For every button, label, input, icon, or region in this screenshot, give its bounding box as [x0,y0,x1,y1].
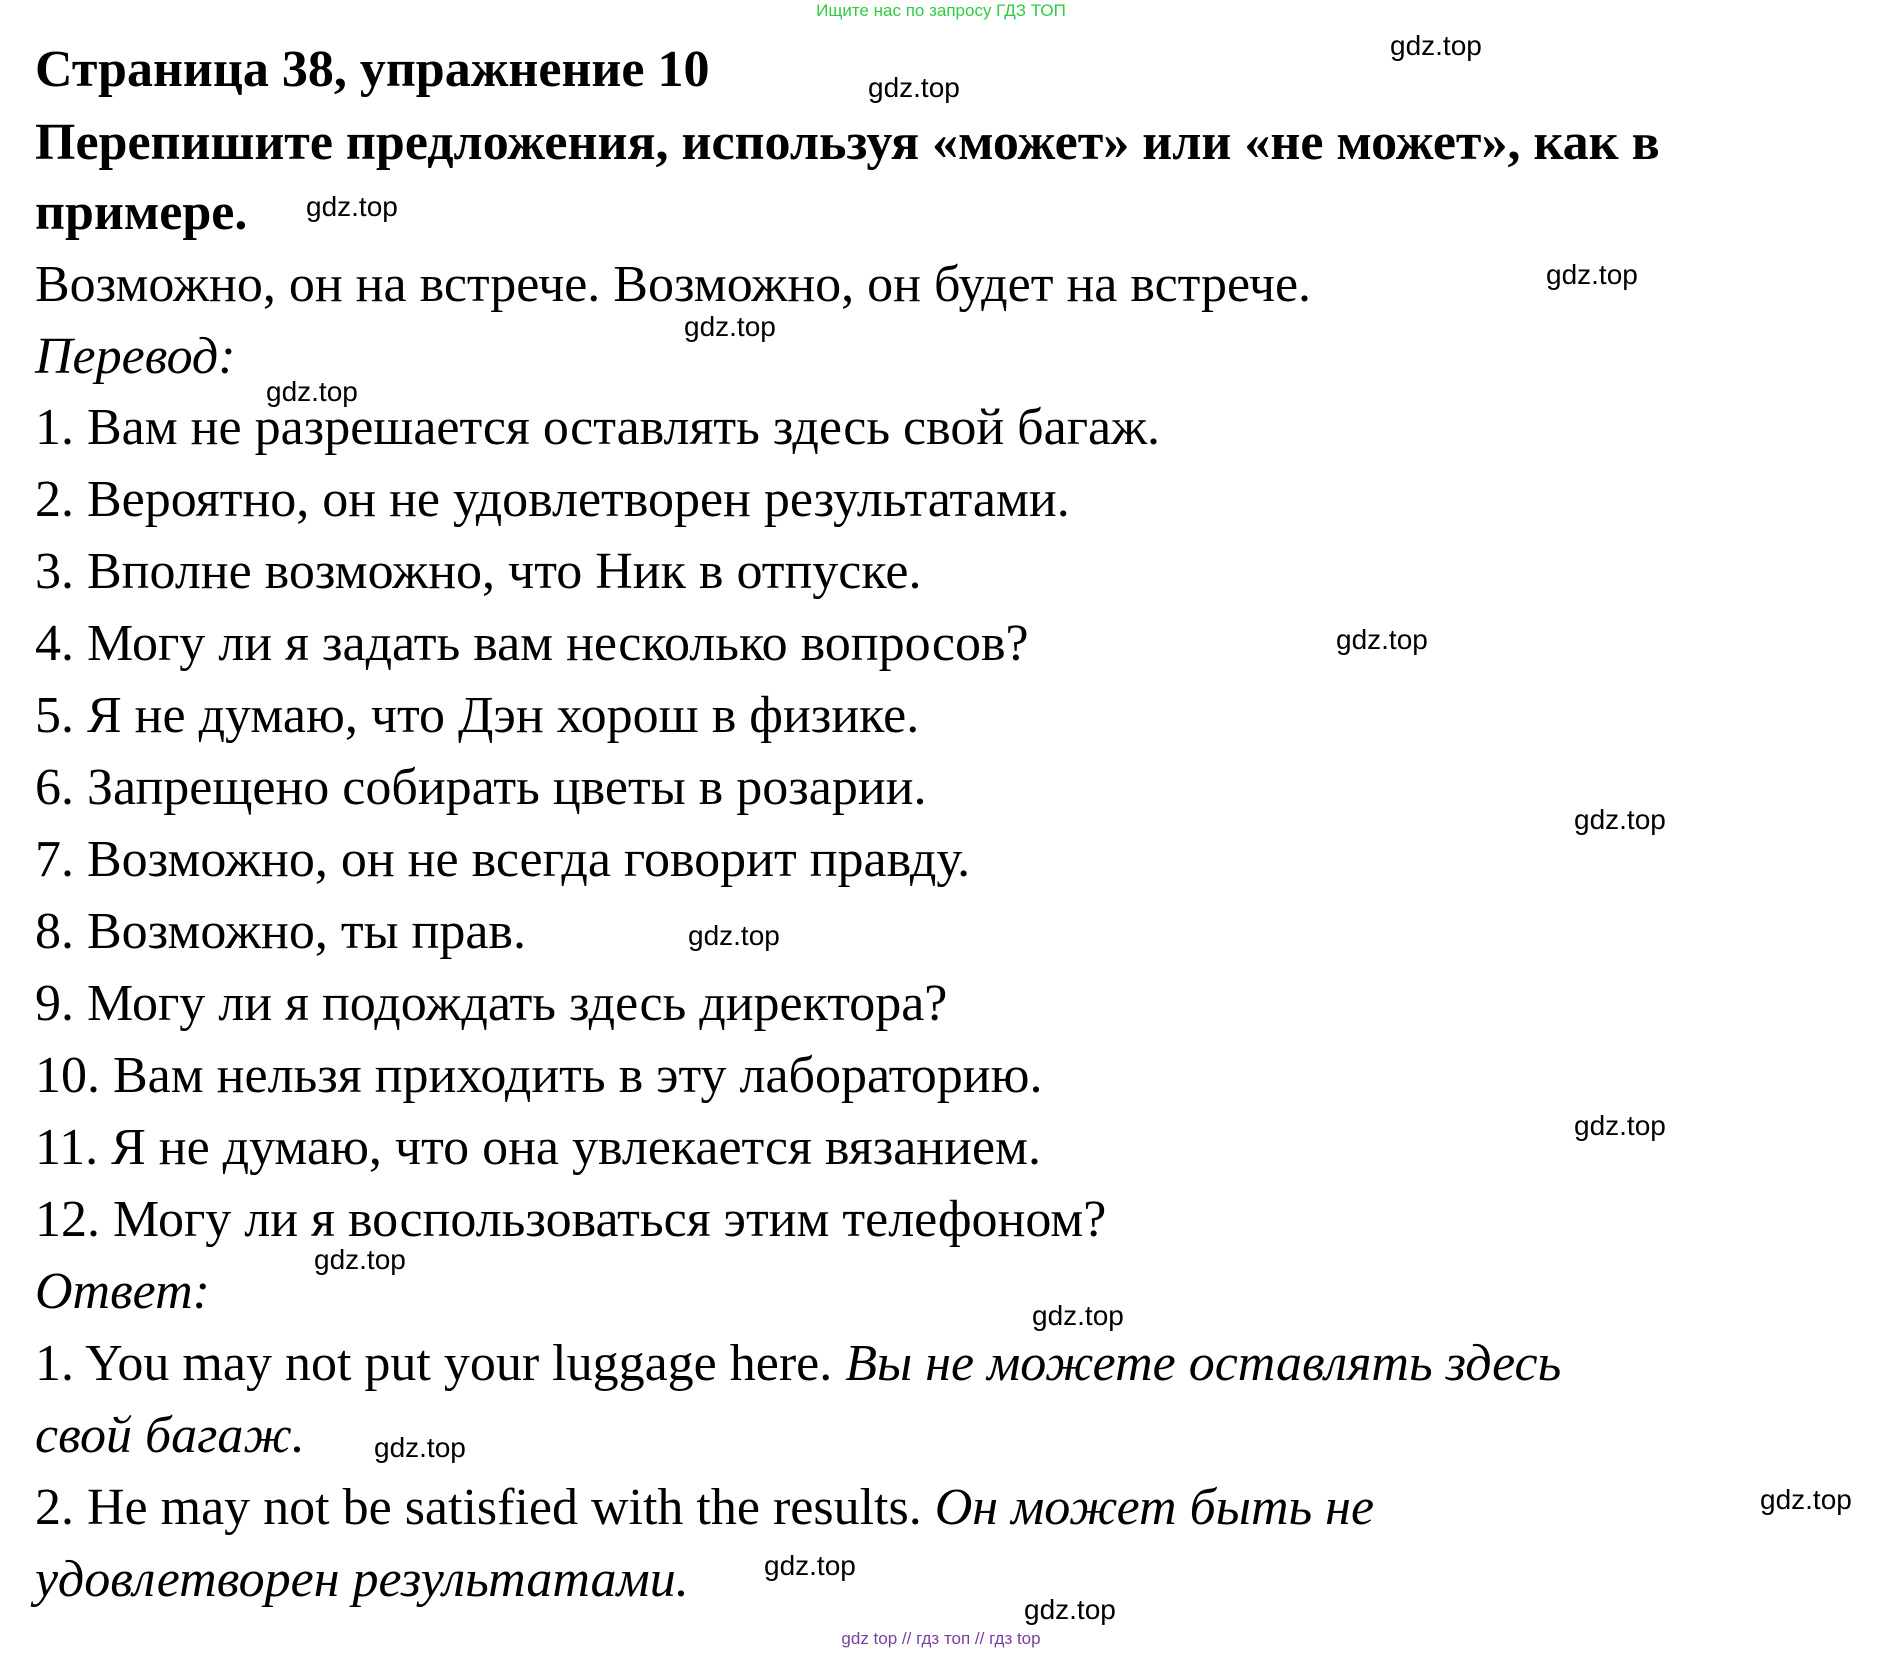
translation-item-9: 9. Могу ли я подождать здесь директора? [35,975,948,1032]
translation-item-2: 2. Вероятно, он не удовлетворен результатами. [35,471,1070,528]
translation-item-12: 12. Могу ли я воспользоваться этим телефоном? [35,1191,1107,1248]
bottom-banner-text: gdz top // гдз топ // гдз top [841,1629,1041,1648]
watermark: gdz.top [1760,1484,1852,1515]
answer-1-english: 1. You may not put your luggage here. [35,1335,846,1392]
answer-2-russian-part2: удовлетворен результатами. [35,1551,689,1608]
answer-2-russian-part1: Он может быть не [934,1479,1375,1536]
answer-heading: Ответ: [35,1263,210,1320]
translation-item-3: 3. Вполне возможно, что Ник в отпуске. [35,543,922,600]
answer-2-english: 2. He may not be satisfied with the results. [35,1479,935,1536]
answer-2-line-1 [35,1478,1374,1538]
translation-item-8: 8. Возможно, ты прав. [35,903,526,960]
watermark: gdz.top [1024,1594,1116,1625]
instruction-line-1: Перепишите предложения, используя «может» или «не может», как в [35,114,1660,171]
watermark: gdz.top [314,1244,406,1275]
top-banner-text: Ищите нас по запросу ГДЗ ТОП [816,1,1066,20]
watermark: gdz.top [1336,624,1428,655]
watermark: gdz.top [1546,259,1638,290]
translation-item-11: 11. Я не думаю, что она увлекается вязанием. [35,1119,1041,1176]
watermark: gdz.top [688,920,780,951]
watermark: gdz.top [684,311,776,342]
watermark: gdz.top [868,72,960,103]
answer-1-line-1 [35,1334,1561,1394]
translation-heading: Перевод: [35,328,236,385]
watermark: gdz.top [764,1550,856,1581]
instruction-line-2: примере. [35,184,248,241]
watermark: gdz.top [1574,804,1666,835]
translation-item-10: 10. Вам нельзя приходить в эту лабораторию. [35,1047,1043,1104]
watermark: gdz.top [1032,1300,1124,1331]
watermark: gdz.top [1390,30,1482,61]
translation-item-6: 6. Запрещено собирать цветы в розарии. [35,759,927,816]
page-title: Страница 38, упражнение 10 [35,41,710,98]
watermark: gdz.top [306,191,398,222]
translation-item-5: 5. Я не думаю, что Дэн хорош в физике. [35,687,920,744]
watermark: gdz.top [1574,1110,1666,1141]
example-sentence: Возможно, он на встрече. Возможно, он будет на встрече. [35,256,1312,313]
translation-item-1: 1. Вам не разрешается оставлять здесь свой багаж. [35,399,1161,456]
translation-item-4: 4. Могу ли я задать вам несколько вопросов? [35,615,1029,672]
watermark: gdz.top [266,376,358,407]
watermark: gdz.top [374,1432,466,1463]
answer-1-russian-part2: свой багаж. [35,1407,305,1464]
answer-1-russian-part1: Вы не можете оставлять здесь [845,1335,1562,1392]
translation-item-7: 7. Возможно, он не всегда говорит правду. [35,831,971,888]
